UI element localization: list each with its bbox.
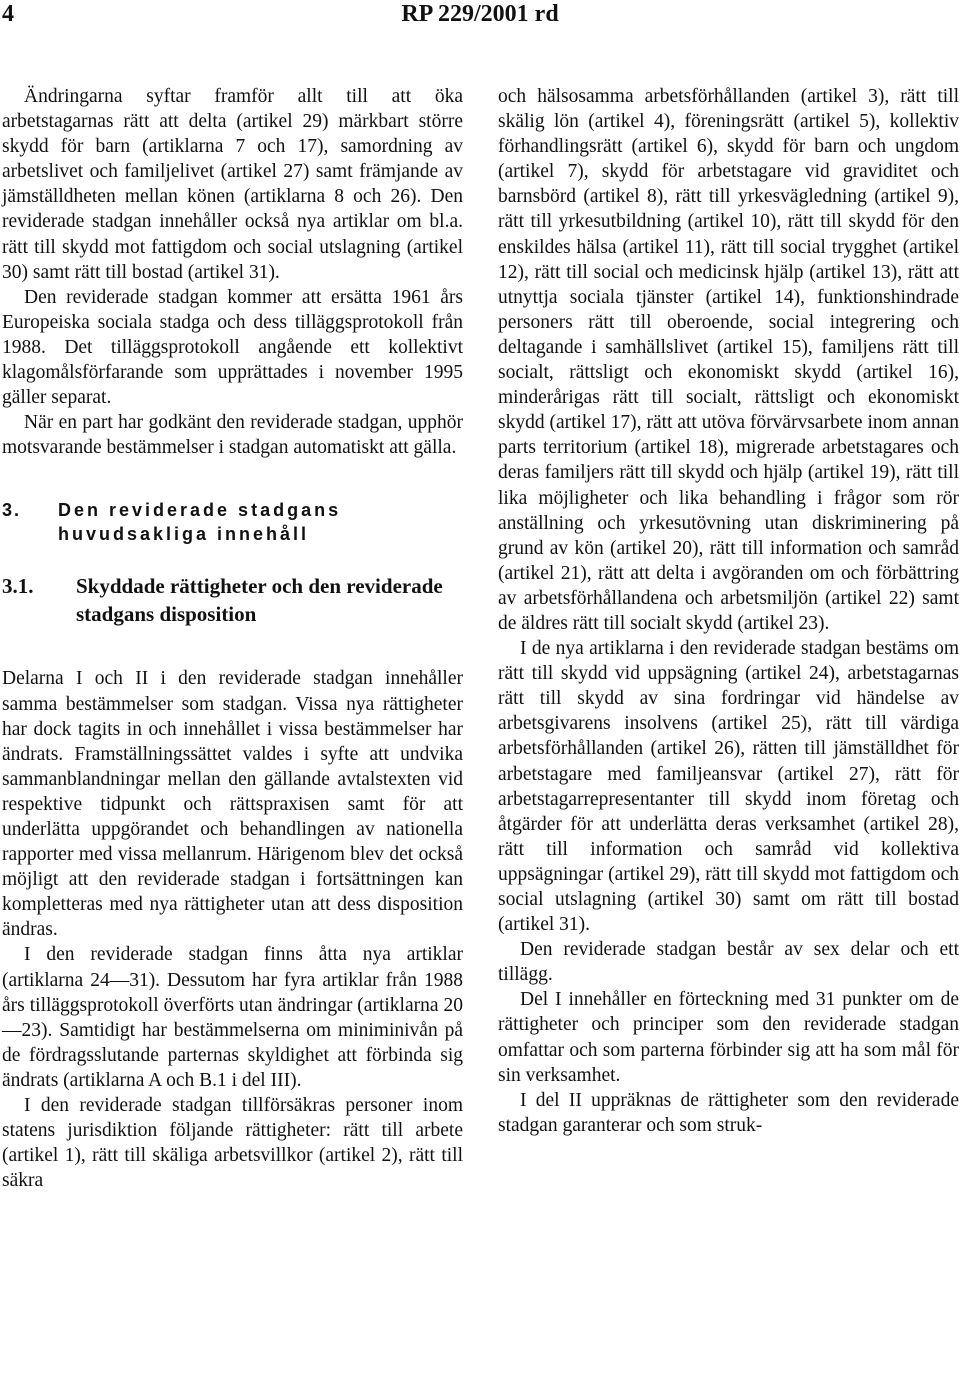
right-paragraph-5: I del II uppräknas de rättigheter som den reviderade stadgan garanterar och som struk-	[498, 1089, 959, 1136]
section-number: 3.	[2, 500, 22, 521]
document-id: RP 229/2001 rd	[401, 1, 559, 27]
right-paragraph-1: och hälsosamma arbetsförhållanden (artikel 3), rätt till skälig lön (artikel 4), föreningsrätt (artikel 5), kollektiv förhandlingsrätt (artikel 6), skydd för barn och ungdom (artikel 7), skydd för arbetstagare vid graviditet och barnsbörd (artikel 8), rätt till yrkesvägledning (artikel 9), rätt till yrkesutbildning (artikel 10), rätt till skydd för den enskildes hälsa (artikel 11), rätt till social trygghet (artikel 12), rätt till social och medicinsk hjälp (artikel 13), rätt att utnyttja sociala tjänster (artikel 14), funktionshindrade personers rätt till oberoende, social integrering och deltagande i samhällslivet (artikel 15), familjens rätt till socialt, rättsligt och ekonomiskt skydd (artikel 16), minderårigas rätt till socialt, rättsligt och ekonomiskt skydd (artikel 17), rätt att utöva förvärvsarbete inom annan parts territorium (artikel 18), migrerade arbetstagares och deras familjers rätt till skydd och hjälp (artikel 19), rätt till lika möjligheter och lika behandling i frågor som rör anställning och yrkesutövning utan diskriminering på grund av kön (artikel 20), rätt till information och samråd (artikel 21), rätt att delta i avgöranden om och förbättring av arbetsförhållandena och arbetsmiljön (artikel 22) samt de äldres rätt till socialt skydd (artikel 23).	[498, 86, 959, 634]
right-paragraph-4: Del I innehåller en förteckning med 31 punkter om de rättigheter och principer som den reviderade stadgan omfattar och som parterna förbinder sig att ha som mål för sin verksamhet.	[498, 989, 959, 1086]
body-paragraph-1: Delarna I och II i den reviderade stadgan innehåller samma bestämmelser som stadgan. Vissa nya rättigheter har dock tagits in och innehållet i vissa bestämmelser har ändrats. Framställningssättet valdes i syfte att undvika sammanblandningar mellan den gällande avtalstexten vid respektive tidpunkt och rättspraxisen samt för att underlätta uppgörandet och behandlingen av nationella rapporter med vissa mellanrum. Härigenom blev det också möjligt att den reviderade stadgan i fortsättningen kan kompletteras med nya rättigheter utan att dess disposition ändras.	[2, 668, 463, 941]
intro-paragraph-2: Den reviderade stadgan kommer att ersätta 1961 års Europeiska sociala stadga och dess tilläggsprotokoll från 1988. Det tilläggsprotokoll angående ett kollektivt klagomålsförfarande som upprättades i november 1995 gäller separat.	[2, 286, 463, 409]
section-title: Den reviderade stadgans huvudsakliga innehåll	[58, 500, 342, 545]
intro-paragraph-1: Ändringarna syftar framför allt till att öka arbetstagarnas rätt att delta (artikel 29) märkbart större skydd för barn (artiklarna 7 och 17), samordning av arbetslivet och familjelivet (artikel 27) samt främjande av jämställdheten mellan könen (artiklarna 8 och 26). Den reviderade stadgan innehåller också nya artiklar om bl.a. rätt till skydd mot fattigdom och social utslagning (artikel 30) samt rätt till bostad (artikel 31).	[2, 86, 463, 283]
page-number: 4	[2, 1, 14, 27]
subsection-number: 3.1.	[2, 574, 34, 599]
intro-paragraph-3: När en part har godkänt den reviderade stadgan, upphör motsvarande bestämmelser i stadgan automatiskt att gälla.	[2, 412, 463, 459]
right-paragraph-3: Den reviderade stadgan består av sex delar och ett tillägg.	[498, 939, 959, 986]
subsection-heading	[2, 572, 463, 628]
page-header	[0, 0, 960, 40]
section-heading	[2, 498, 463, 546]
left-column	[2, 84, 463, 1193]
right-column	[498, 84, 959, 1138]
right-paragraph-2: I de nya artiklarna i den reviderade stadgan bestäms om rätt till skydd vid uppsägning (artikel 24), arbetstagarnas rätt till skydd av sina fordringar vid händelse av arbetsgivarens insolvens (artikel 25), rätt till värdiga arbetsförhållanden (artikel 26), rätten till jämställdhet för arbetstagare med familjeansvar (artikel 27), rätt för arbetstagarrepresentanter till skydd inom företag och åtgärder för att underlätta deras verksamhet (artikel 28), rätt till information och samråd vid kollektiva uppsägningar (artikel 29), rätt till skydd mot fattigdom och social utslagning (artikel 30) samt om rätt till bostad (artikel 31).	[498, 638, 959, 936]
subsection-title: Skyddade rättigheter och den reviderade stadgans disposition	[76, 574, 443, 627]
body-paragraph-2: I den reviderade stadgan finns åtta nya artiklar (artiklarna 24—31). Dessutom har fyra artiklar från 1988 års tilläggsprotokoll överförts utan ändringar (artiklarna 20—23). Samtidigt har bestämmelserna om miniminivån på de fördragsslutande parternas skyldighet att förbinda sig ändrats (artiklarna A och B.1 i del III).	[2, 944, 463, 1091]
body-paragraph-3: I den reviderade stadgan tillförsäkras personer inom statens jurisdiktion följande rättigheter: rätt till arbete (artikel 1), rätt till skäliga arbetsvillkor (artikel 2), rätt till säkra	[2, 1095, 463, 1192]
